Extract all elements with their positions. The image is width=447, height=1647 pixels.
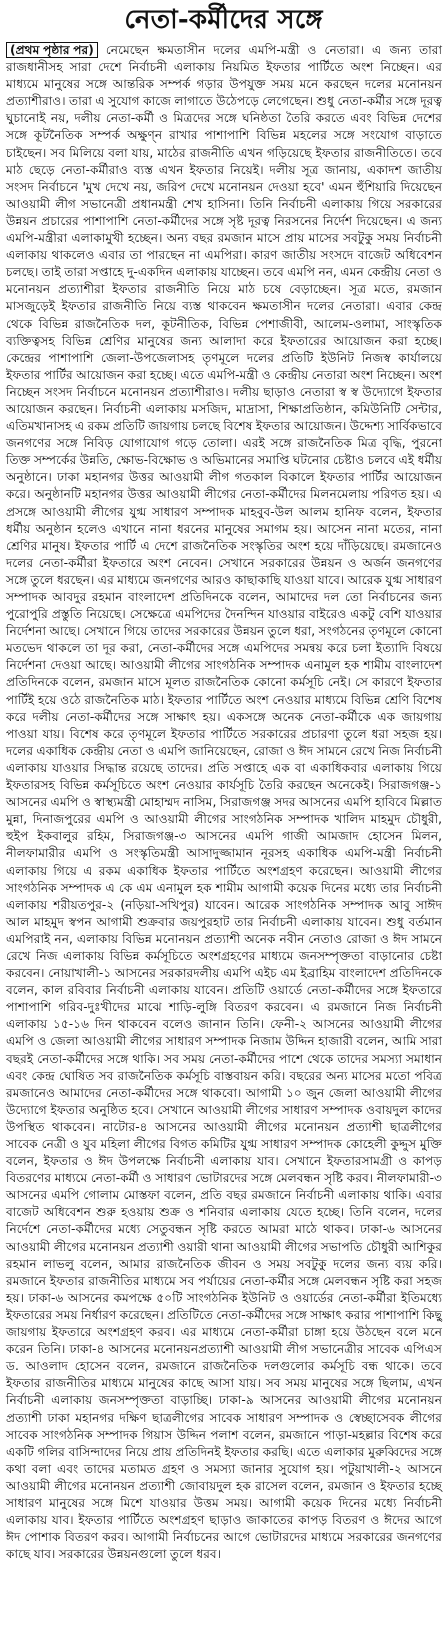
article-body-column	[0, 40, 447, 1642]
article-body-text: নেমেছেন ক্ষমতাসীন দলের এমপি-মন্ত্রী ও নেতারা। এ জন্য তারা রাজধানীসহ সারা দেশে নির্বাচনী এলাকায় নিয়মিত ইফতার পার্টিতে অংশ নিচ্ছেন। এর মাধ্যমে মানুষের সঙ্গে আন্তরিক সম্পর্ক গড়ার উপযুক্ত সময় মনে করছেন দলের মনোনয়ন প্রত্যাশীরাও। তারা এ সুযোগ কাজে লাগাতে উঠেপড়ে লেগেছেন। শুধু নেতা-কর্মীর সঙ্গে দূরত্ব ঘুচানোই নয়, দলীয় নেতা-কর্মী ও মিত্রদের সঙ্গে ঘনিষ্ঠতা তৈরি করতে এবং বিভিন্ন দেশের সঙ্গে কূটনৈতিক সম্পর্ক অক্ষুণ্ন রাখার পাশাপাশি বিভিন্ন মহলের সঙ্গে সংযোগ বাড়াতে চাইছেন। সব মিলিয়ে বলা যায়, মাঠের রাজনীতি এখন গড়িয়েছে ইফতার রাজনীতিতে। তবে মাঠ ছেড়ে নেতা-কর্মীরাও ব্যস্ত এখন ইফতার নিয়েই। দলীয় সূত্র জানায়, একাদশ জাতীয় সংসদ নির্বাচনে 'মুখ দেখে নয়, জরিপ দেখে মনোনয়ন দেওয়া হবে' এমন হুঁশিয়ারি দিয়েছেন আওয়ামী লীগ সভানেত্রী প্রধানমন্ত্রী শেখ হাসিনা। তিনি নির্বাচনী এলাকায় গিয়ে সরকারের উন্নয়ন প্রচারের পাশাপাশি নেতা-কর্মীদের সঙ্গে সৃষ্ট দূরত্ব নিরসনের নির্দেশ দিয়েছেন। এ জন্য এমপি-মন্ত্রীরা এলাকামুখী হচ্ছেন। অন্য বছর রমজান মাসে প্রায় মাসের সবটুকু সময় নির্বাচনী এলাকায় থাকলেও এবার তা পারছেন না এমপিরা। কারণ জাতীয় সংসদে বাজেট অধিবেশন চলছে। তাই তারা সপ্তাহে দু-একদিন এলাকায় যাচ্ছেন। তবে এমপি নন, এমন কেন্দ্রীয় নেতা ও মনোনয়ন প্রত্যাশীরা ইফতার রাজনীতি নিয়ে মাঠ চষে বেড়াচ্ছেন। সূত্র মতে, রমজান মাসজুড়েই ইফতার রাজনীতি নিয়ে ব্যস্ত থাকবেন ক্ষমতাসীন দলের নেতারা। এবার কেন্দ্র থেকে বিভিন্ন রাজনৈতিক দল, কূটনীতিক, বিভিন্ন পেশাজীবী, আলেম-ওলামা, সাংস্কৃতিক ব্যক্তিত্বসহ বিভিন্ন শ্রেণির মানুষের জন্য আলাদা করে ইফতারের আয়োজন করা হচ্ছে। কেন্দ্রের পাশাপাশি জেলা-উপজেলাসহ তৃণমূলে দলের প্রতিটি ইউনিট নিজস্ব কার্যালয়ে ইফতার পার্টির আয়োজন করা হচ্ছে। এতে এমপি-মন্ত্রী ও কেন্দ্রীয় নেতারা অংশ নিচ্ছেন। অংশ নিচ্ছেন সংসদ নির্বাচনে মনোনয়ন প্রত্যাশীরাও। দলীয় ছাড়াও নেতারা স্ব স্ব উদ্যোগে ইফতার আয়োজন করছেন। নির্বাচনী এলাকায় মসজিদ, মাদ্রাসা, শিক্ষাপ্রতিষ্ঠান, কমিউনিটি সেন্টার, এতিমখানাসহ এ রকম প্রতিটি জায়গায় চলছে বিশেষ ইফতার আয়োজন। উদ্দেশ্য সার্বিকভাবে জনগণের সঙ্গে নিবিড় যোগাযোগ গড়ে তোলা। এরই সঙ্গে রাজনৈতিক মিত্র বৃদ্ধি, পুরনো তিক্ত সম্পর্কের উন্নতি, ক্ষোভ-বিক্ষোভ ও অভিমানের সমাপ্তি ঘটনোর চেষ্টাও চলবে এই ধর্মীয় অনুষ্ঠানে। ঢাকা মহানগর উত্তর আওয়ামী লীগ গতকাল বিকালে ইফতার পার্টির আয়োজন করে। অনুষ্ঠানটি মহানগর উত্তর আওয়ামী লীগের নেতা-কর্মীদের মিলনমেলায় পরিণত হয়। এ প্রসঙ্গে আওয়ামী লীগের যুগ্ম সাধারণ সম্পাদক মাহবুব-উল আলম হানিফ বলেন, ইফতার ধর্মীয় অনুষ্ঠান হলেও এখানে নানা ধরনের মানুষের সমাগম হয়। আসেন নানা মতের, নানা শ্রেণির মানুষ। ইফতার পার্টি এ দেশে রাজনৈতিক সংস্কৃতির অংশ হয়ে দাঁড়িয়েছে। রমজানেও দলের নেতা-কর্মীরা ইফতারে অংশ নেবেন। সেখানে সরকারের উন্নয়ন ও অর্জন জনগণের সঙ্গে তুলে ধরছেন। এর মাধ্যমে জনগণের আরও কাছাকাছি যাওয়া যাবে। আরেক যুগ্ম সাধারণ সম্পাদক আবদুর রহমান বাংলাদেশ প্রতিদিনকে বলেন, আমাদের দল তো নির্বাচনের জন্য পুরোপুরি প্রস্তুতি নিয়েছে। সেক্ষেত্রে এমপিদের দৈনন্দিন যাওয়ার বাইরেও একটু বেশি যাওয়ার নির্দেশনা আছে। সেখানে গিয়ে তাদের সরকারের উন্নয়ন তুলে ধরা, সংগঠনের তৃণমূলে কোনো মতভেদ থাকলে তা দূর করা, নেতা-কর্মীদের সঙ্গে এমপিদের সমন্বয় করে চলা ইত্যাদি বিষয়ে নির্দেশনা দেওয়া আছে। আওয়ামী লীগের সাংগঠনিক সম্পাদক এনামুল হক শামীম বাংলাদেশ প্রতিদিনকে বলেন, রমজান মাসে মূলত রাজনৈতিক কোনো কর্মসূচি নেই। সে কারণে ইফতার পার্টিই হয়ে ওঠে রাজনৈতিক মাঠ। ইফতার পার্টিতে অংশ নেওয়ার মাধ্যমে বিভিন্ন শ্রেণি বিশেষ করে দলীয় নেতা-কর্মীদের সঙ্গে সাক্ষাৎ হয়। একসঙ্গে অনেক নেতা-কর্মীকে এক জায়গায় পাওয়া যায়। বিশেষ করে তৃণমূলে ইফতার পার্টিতে সরকারের প্রচারণা তুলে ধরা সহজ হয়। দলের একাধিক কেন্দ্রীয় নেতা ও এমপি জানিয়েছেন, রোজা ও ঈদ সামনে রেখে নিজ নির্বাচনী এলাকায় যাওয়ার সিদ্ধান্ত রয়েছে তাদের। প্রতি সপ্তাহে এক বা একাধিকবার এলাকায় গিয়ে ইফতারসহ বিভিন্ন কর্মসূচিতে অংশ নেওয়ার কার্যসূচি তৈরি করছেন অনেকেই। সিরাজগঞ্জ-১ আসনের এমপি ও স্বাস্থ্যমন্ত্রী মোহাম্মদ নাসিম, সিরাজগঞ্জ সদর আসনের এমপি হাবিবে মিল্লাত মুন্না, দিনাজপুরের এমপি ও আওয়ামী লীগের সাংগঠনিক সম্পাদক খালিদ মাহমুদ চৌধুরী, হুইপ ইকবালুর রহিম, সিরাজগঞ্জ-৩ আসনের এমপি গাজী আমজাদ হোসেন মিলন, নীলফামারীর এমপি ও সংস্কৃতিমন্ত্রী আসাদুজ্জামান নূরসহ একাধিক এমপি-মন্ত্রী নির্বাচনী এলাকায় গিয়ে এ রকম একাধিক ইফতার পার্টিতে অংশগ্রহণ করেছেন। আওয়ামী লীগের সাংগঠনিক সম্পাদক এ কে এম এনামুল হক শামীম আগামী কয়েক দিনের মধ্যে তার নির্বাচনী এলাকায় শরীয়তপুর-২ (নড়িয়া-সখিপুর) যাবেন। আরেক সাংগঠনিক সম্পাদক আবু সাঈদ আল মাহমুদ স্বপন আগামী শুক্রবার জয়পুরহাট তার নির্বাচনী এলাকায় যাবেন। শুধু বর্তমান এমপিরাই নন, এলাকায় বিভিন্ন মনোনয়ন প্রত্যাশী অনেক নবীন নেতাও রোজা ও ঈদ সামনে রেখে নিজ এলাকায় বিভিন্ন কর্মসূচিতে অংশগ্রহণের মাধ্যমে জনসম্পৃক্ততা বাড়ানোর চেষ্টা করবেন। নোয়াখালী-১ আসনের সরকারদলীয় এমপি এইচ এম ইব্রাহিম বাংলাদেশ প্রতিদিনকে বলেন, কাল রবিবার নির্বাচনী এলাকায় যাবেন। প্রতিটি ওয়ার্ডে নেতা-কর্মীদের সঙ্গে ইফতারে পাশাপাশি গরিব-দুঃখীদের মাঝে শাড়ি-লুঙ্গি বিতরণ করবেন। এ রমজানে নিজ নির্বাচনী এলাকায় ১৫-১৬ দিন থাকবেন বলেও জানান তিনি। ফেনী-২ আসনের আওয়ামী লীগের এমপি ও জেলা আওয়ামী লীগের সাধারণ সম্পাদক নিজাম উদ্দিন হাজারী বলেন, আমি সারা বছরই নেতা-কর্মীদের সঙ্গে থাকি। সব সময় নেতা-কর্মীদের পাশে থেকে তাদের সমস্যা সমাধান এবং কেন্দ্র ঘোষিত সব রাজনৈতিক কর্মসূচি বাস্তবায়ন করি। বছরের অন্য মাসের মতো পবিত্র রমজানেও আমাদের নেতা-কর্মীদের সঙ্গে থাকবো। আগামী ১০ জুন জেলা আওয়ামী লীগের উদ্যোগে ইফতার অনুষ্ঠিত হবে। সেখানে আওয়ামী লীগের সাধারণ সম্পাদক ওবায়দুল কাদের উপস্থিত থাকবেন। নাটোর-৪ আসনের আওয়ামী লীগের মনোনয়ন প্রত্যাশী ছাত্রলীগের সাবেক নেত্রী ও যুব মহিলা লীগের বিগত কমিটির যুগ্ম সাধারণ সম্পাদক কোহেলী কুদ্দুস মুক্তি বলেন, ইফতার ও ঈদ উপলক্ষে নির্বাচনী এলাকায় যাব। সেখানে ইফতারসামগ্রী ও কাপড় বিতরণের মাধ্যমে নেতা-কর্মী ও সাধারণ ভোটারদের সঙ্গে মেলবন্ধন সৃষ্টি করব। নীলফামারী-৩ আসনের এমপি গোলাম মোস্তফা বলেন, প্রতি বছর রমজানে নির্বাচনী এলাকায় থাকি। এবার বাজেট অধিবেশন শুরু হওয়ায় শুক্র ও শনিবার এলাকায় যেতে হচ্ছে। তিনি বলেন, দলের নির্দেশে নেতা-কর্মীদের মধ্যে সেতুবন্ধন সৃষ্টি করতে আমরা মাঠে থাকব। ঢাকা-৬ আসনের আওয়ামী লীগের মনোনয়ন প্রত্যাশী ওয়ারী থানা আওয়ামী লীগের সভাপতি চৌধুরী আশিকুর রহমান লাভলু বলেন, আমার রাজনৈতিক জীবন ও সময় সবটুকু দলের জন্য ব্যয় করি। রমজানে ইফতার রাজনীতির মাধ্যমে সব পর্যায়ের নেতা-কর্মীর সঙ্গে মেলবন্ধন সৃষ্টি করা সহজ হয়। ঢাকা-৬ আসনের কমপক্ষে ৫০টি সাংগঠনিক ইউনিট ও ওয়ার্ডের নেতা-কর্মীরা ইতিমধ্যে ইফতারের সময় নির্ধারণ করেছেন। প্রতিটিতে নেতা-কর্মীদের সঙ্গে সাক্ষাৎ করার পাশাপাশি কিছু জায়গায় ইফতারে অংশগ্রহণ করব। এর মাধ্যমে নেতা-কর্মীরা চাঙ্গা হয়ে উঠছেন বলে মনে করেন তিনি। ঢাকা-৪ আসনের মনোনয়নপ্রত্যাশী আওয়ামী লীগ সভানেত্রীর সাবেক এপিএস ড. আওলাদ হোসেন বলেন, রমজানে রাজনৈতিক দলগুলোর কর্মসূচি বন্ধ থাকে। তবে ইফতার রাজনীতির মাধ্যমে মানুষের কাছে আসা যায়। সব সময় মানুষের সঙ্গে ছিলাম, এখন নির্বাচনী এলাকায় জনসম্পৃক্ততা বাড়াচ্ছি। ঢাকা-৯ আসনের আওয়ামী লীগের মনোনয়ন প্রত্যাশী ঢাকা মহানগর দক্ষিণ ছাত্রলীগের সাবেক সাধারণ সম্পাদক ও স্বেচ্ছাসেবক লীগের সাবেক সাংগঠনিক সম্পাদক গিয়াস উদ্দিন পলাশ বলেন, রমজানে পাড়া-মহল্লার বিশেষ করে একটি গলির বাসিন্দাদের নিয়ে প্রায় প্রতিদিনই ইফতার করছি। এতে এলাকার মুরুব্বিদের সঙ্গে কথা বলা এবং তাদের মতামত গ্রহণ ও সমস্যা জানার সুযোগ হয়। পটুয়াখালী-২ আসনে আওয়ামী লীগের মনোনয়ন প্রত্যাশী জোবায়দুল হক রাসেল বলেন, রমজান ও ইফতার হচ্ছে সাধারণ মানুষের সঙ্গে মিশে যাওয়ার উত্তম সময়। আগামী কয়েক দিনের মধ্যে নির্বাচনী এলাকায় যাব। ইফতার পার্টিতে অংশগ্রহণ ছাড়াও জাকাতের কাপড় বিতরণ ও ঈদের আগে ঈদ পোশাক বিতরণ করব। আগামী নির্বাচনের আগে ভোটারদের মাধ্যমে সরকারের জনগণের কাছে যাব। সরকারের উন্নয়নগুলো তুলে ধরব।	[6, 43, 442, 1562]
continued-from-text: প্রথম পৃষ্ঠার পর	[15, 43, 89, 57]
continued-from-label: (প্রথম পৃষ্ঠার পর)	[6, 42, 98, 58]
headline: নেতা-কর্মীদের সঙ্গে	[124, 5, 323, 35]
